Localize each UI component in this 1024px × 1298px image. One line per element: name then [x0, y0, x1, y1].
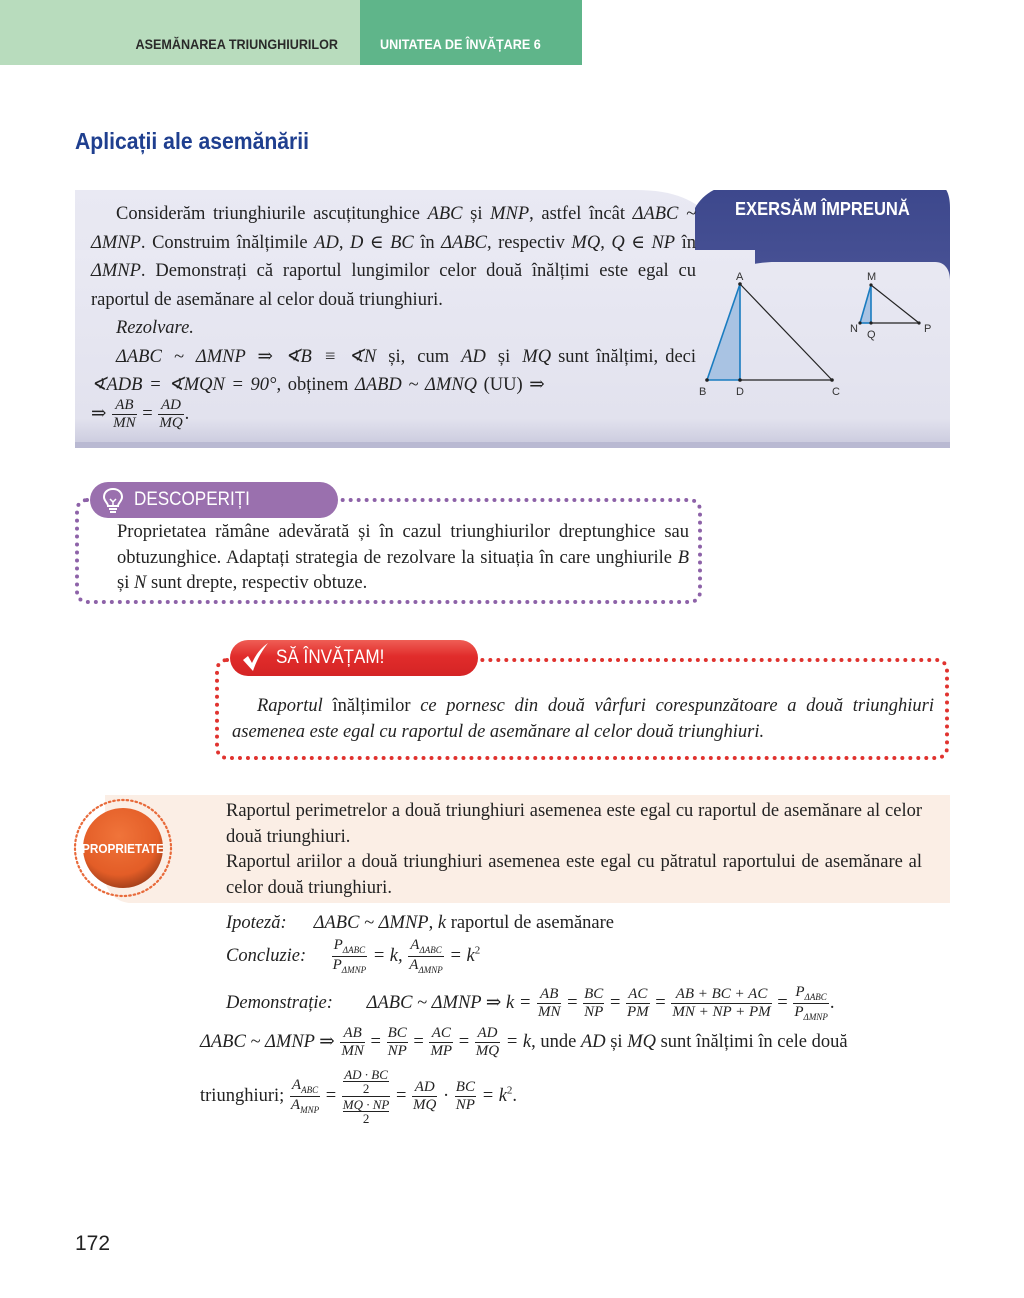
lightbulb-icon	[98, 485, 128, 515]
fraction: $\frac{A_{\Delta ABC}}{A_{\Delta MNP}}$	[409, 937, 443, 975]
page-number: 172	[75, 1232, 111, 1255]
sa-invatam-tag	[230, 640, 478, 676]
concluzie-line: Concluzie: $\frac{P_{\Delta ABC}}{P_{\Delta MNP}}$ = k, $\frac{A_{\Delta ABC}}{A_{\Delta MNP}}$ = $k^2$	[226, 937, 481, 975]
fraction: $\frac{A_{ABC}}{A_{MNP}}$	[290, 1077, 320, 1115]
vertex-label: P	[924, 323, 932, 335]
fraction: $\frac{AC}{MP}$	[430, 1025, 453, 1059]
sa-invatam-text: Raportul înălțimilor ce pornesc din două vârfuri corespunzătoare a două triunghiuri asemenea este egal cu raportul de asemănare al celor două triunghiuri.	[232, 696, 934, 742]
side-ac	[740, 284, 832, 380]
ratio-line: ΔABC ~ ΔMNP ⇒ $\frac{AB}{MN}$ = $\frac{BC}{NP}$ = $\frac{AC}{MP}$ = $\frac{AD}{MQ}$ = k, unde AD și MQ sunt înălțimi în cele două	[200, 1025, 848, 1059]
header-unit: UNITATEA DE ÎNVĂȚARE 6	[380, 36, 541, 52]
vertex-label: B	[699, 386, 707, 398]
vertex-label: N	[850, 323, 858, 335]
rezolvare-label: Rezolvare.	[116, 318, 194, 338]
fraction: $\frac{AB + BC + AC}{MN + NP + PM}$	[672, 986, 771, 1020]
descoperiti-label: DESCOPERIȚI	[134, 489, 250, 510]
fraction: $\frac{AD}{MQ}$	[159, 396, 183, 431]
proprietate-text	[226, 799, 922, 901]
area-ratio-line: triunghiuri; $\frac{A_{ABC}}{A_{MNP}}$ = AD · BC 2 MQ · NP 2 = $\frac{AD}{MQ}$ · $\frac{BC}{NP}$ = $k^2$.	[200, 1067, 518, 1126]
sa-invatam-label: SĂ ÎNVĂȚAM!	[276, 647, 385, 668]
fraction: $\frac{AB}{MN}$	[341, 1025, 364, 1059]
fraction: $\frac{AD}{MQ}$	[413, 1079, 437, 1113]
fraction: $\frac{AD}{MQ}$	[475, 1025, 500, 1059]
fraction: $\frac{P_{\Delta ABC}}{P_{\Delta MNP}}$	[794, 984, 828, 1022]
fraction: $\frac{BC}{NP}$	[455, 1079, 475, 1113]
compound-fraction: AD · BC 2 MQ · NP 2	[342, 1067, 390, 1126]
proprietate-area: Raportul ariilor a două triunghiuri asemenea este egal cu pătratul raportului de asemănare al celor două triunghiuri.	[226, 852, 922, 898]
checkmark-icon	[240, 642, 270, 674]
vertex-label: Q	[867, 329, 876, 341]
exersam-text	[91, 200, 696, 431]
demonstratie-line: Demonstrație: ΔABC ~ ΔMNP ⇒ k = $\frac{AB}{MN}$ = $\frac{BC}{NP}$ = $\frac{AC}{PM}$ = $\frac{AB + BC + AC}{MN + NP + PM}$ = $\frac{P_{\Delta ABC}}{P_{\Delta MNP}}$ .	[226, 984, 835, 1022]
page-title: Aplicații ale asemănării	[75, 128, 310, 154]
vertex-label: D	[736, 386, 744, 398]
vertex-label: A	[736, 271, 744, 283]
fraction: $\frac{BC}{NP}$	[584, 986, 604, 1020]
exersam-box	[75, 190, 950, 448]
exersam-label: EXERSĂM ÎMPREUNĂ	[735, 199, 910, 219]
descoperiti-text: Proprietatea rămâne adevărată și în cazul triunghiurilor dreptunghice sau obtuzunghice. Adaptați strategia de rezolvare la situația în care unghiurile B și N sunt drepte, respectiv obtuze.	[117, 522, 689, 593]
header-chapter-bar	[0, 0, 360, 65]
proprietate-perimeter: Raportul perimetrelor a două triunghiuri asemenea este egal cu raportul de asemănare al celor două triunghiuri.	[226, 801, 922, 847]
vertex-label: C	[832, 386, 840, 398]
fraction: $\frac{AB}{MN}$	[537, 986, 561, 1020]
exersam-problem: Considerăm triunghiurile ascuțitunghice ABC și MNP, astfel încât ΔABC ~ ΔMNP. Construim înălțimile AD, D ∈ BC în ΔABC, respectiv MQ, Q ∈ NP în ΔMNP. Demonstrați că raportul lungimilor celor două înălțimi este egal cu raportul de asemănare al celor două triunghiuri.	[91, 204, 697, 310]
exersam-solution: ΔABC ~ ΔMNP ⇒ ∢B ≡ ∢N și, cum AD și MQ sunt înălțimi, deci ∢ADB = ∢MQN = 90°, obținem ΔABD ~ ΔMNQ (UU) ⇒	[91, 346, 697, 395]
proprietate-badge-label: PROPRIETATE	[82, 842, 164, 856]
vertex-label: M	[867, 271, 877, 283]
header-unit-bar	[360, 0, 582, 65]
triangles-figure	[695, 270, 955, 400]
descoperiti-tag	[90, 482, 338, 518]
header-chapter: ASEMĂNAREA TRIUNGHIURILOR	[135, 36, 338, 52]
fraction: $\frac{AC}{PM}$	[627, 986, 649, 1020]
fraction: $\frac{BC}{NP}$	[387, 1025, 407, 1059]
proprietate-badge	[72, 792, 174, 904]
side-mp	[871, 285, 919, 323]
ipoteza-line: Ipoteză: ΔABC ~ ΔMNP, k raportul de asemănare	[226, 913, 615, 933]
fraction: $\frac{P_{\Delta ABC}}{P_{\Delta MNP}}$	[332, 937, 367, 975]
exersam-conclusion: ⇒ $\frac{AB}{MN}$ = $\frac{AD}{MQ}$ .	[91, 396, 190, 431]
fraction: $\frac{AB}{MN}$	[113, 396, 136, 431]
